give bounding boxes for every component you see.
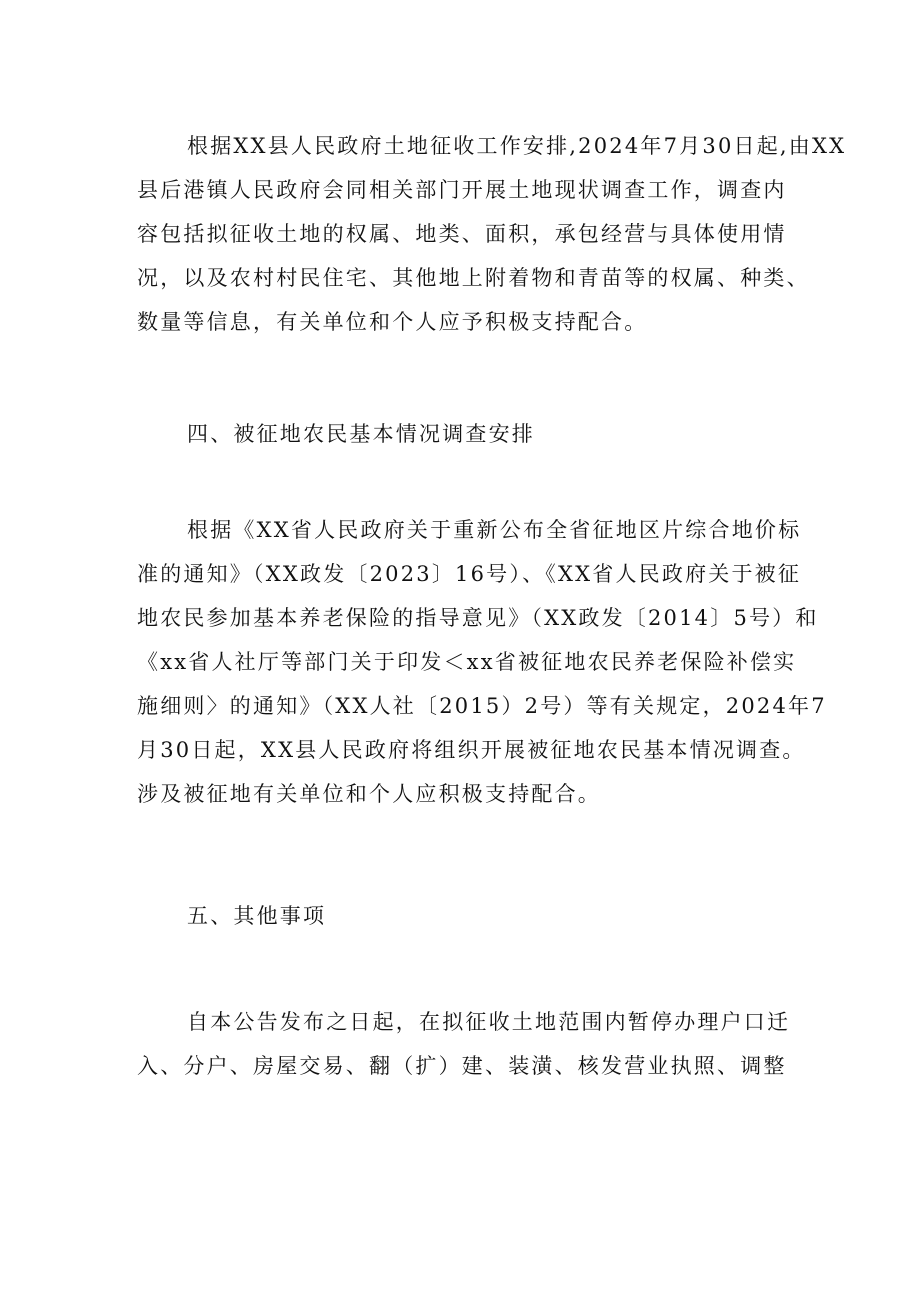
paragraph-line: 《xx省人社厅等部门关于印发＜xx省被征地农民养老保险补偿实 [137, 650, 797, 674]
paragraph-farmer-survey [137, 508, 827, 816]
paragraph-line: 容包括拟征收土地的权属、地类、面积，承包经营与具体使用情 [137, 222, 787, 246]
paragraph-line: 入、分户、房屋交易、翻（扩）建、装潢、核发营业执照、调整 [137, 1054, 787, 1078]
paragraph-line: 涉及被征地有关单位和个人应积极支持配合。 [137, 782, 601, 806]
paragraph-line: 数量等信息，有关单位和个人应予积极支持配合。 [137, 310, 648, 334]
paragraph-line: 况，以及农村村民住宅、其他地上附着物和青苗等的权属、种类、 [137, 266, 810, 290]
paragraph-line: 根据XX县人民政府土地征收工作安排,2024年7月30日起,由XX [187, 134, 847, 158]
paragraph-line: 自本公告发布之日起，在拟征收土地范围内暂停办理户口迁 [187, 1010, 791, 1034]
paragraph-line: 地农民参加基本养老保险的指导意见》（XX政发〔2014〕5号）和 [137, 606, 819, 630]
section-heading-4: 四、被征地农民基本情况调查安排 [187, 422, 535, 446]
paragraph-line: 施细则〉的通知》（XX人社〔2015）2号）等有关规定，2024年7 [137, 694, 827, 718]
section-heading-5: 五、其他事项 [187, 904, 327, 928]
paragraph-other-matters [137, 1000, 797, 1088]
paragraph-line: 准的通知》（XX政发〔2023〕16号）、《XX省人民政府关于被征 [137, 562, 802, 586]
paragraph-line: 月30日起，XX县人民政府将组织开展被征地农民基本情况调查。 [137, 738, 806, 762]
paragraph-line: 县后港镇人民政府会同相关部门开展土地现状调查工作，调查内 [137, 178, 787, 202]
paragraph-line: 根据《XX省人民政府关于重新公布全省征地区片综合地价标 [187, 518, 802, 542]
paragraph-land-survey [137, 124, 847, 344]
